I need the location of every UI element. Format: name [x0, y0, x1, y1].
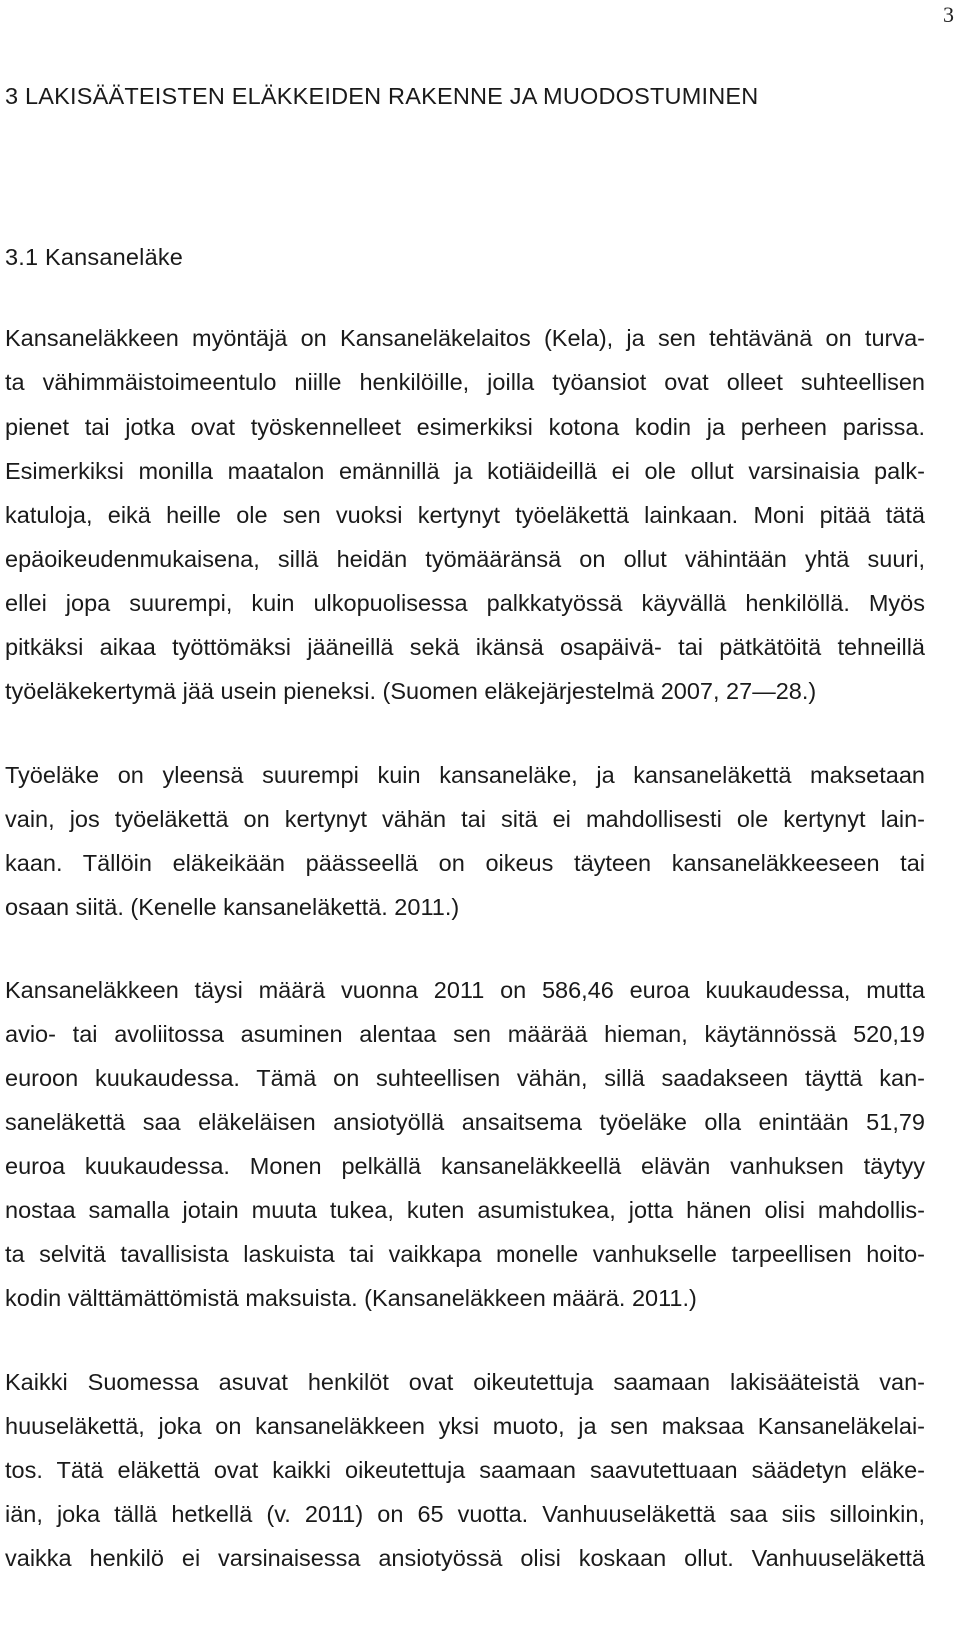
paragraph-line: Kansaneläkkeen täysi määrä vuonna 2011 on 586,46 euroa kuukaudessa, mutta	[5, 977, 925, 1003]
paragraph-line: pitkäksi aikaa työttömäksi jääneillä sekä ikänsä osapäivä- tai pätkätöitä tehneillä	[5, 634, 925, 660]
paragraph-line: työeläkekertymä jää usein pieneksi. (Suomen eläkejärjestelmä 2007, 27—28.)	[5, 678, 817, 704]
paragraph-line: epäoikeudenmukaisena, sillä heidän työmääränsä on ollut vähintään yhtä suuri,	[5, 546, 925, 572]
section-heading: 3.1 Kansaneläke	[5, 244, 184, 270]
paragraph-line: saneläkettä saa eläkeläisen ansiotyöllä ansaitsema työeläke olla enintään 51,79	[5, 1109, 925, 1135]
paragraph-line: kaan. Tällöin eläkeikään päässeellä on oikeus täyteen kansaneläkkeeseen tai	[5, 850, 925, 876]
paragraph-line: ta vähimmäistoimeentulo niille henkilöille, joilla työansiot ovat olleet suhteellisen	[5, 369, 925, 395]
page-number: 3	[943, 2, 954, 27]
paragraph-line: osaan siitä. (Kenelle kansaneläkettä. 2011.)	[5, 894, 460, 920]
paragraph-line: katuloja, eikä heille ole sen vuoksi kertynyt työeläkettä lainkaan. Moni pitää tätä	[5, 502, 925, 528]
paragraph-line: nostaa samalla jotain muuta tukea, kuten asumistukea, jotta hänen olisi mahdollis-	[5, 1197, 925, 1223]
paragraph-line: ellei jopa suurempi, kuin ulkopuolisessa palkkatyössä käyvällä henkilöllä. Myös	[5, 590, 925, 616]
paragraph-line: euroon kuukaudessa. Tämä on suhteellisen vähän, sillä saadakseen täyttä kan-	[5, 1065, 925, 1091]
paragraph-line: kodin välttämättömistä maksuista. (Kansaneläkkeen määrä. 2011.)	[5, 1285, 697, 1311]
paragraph-line: euroa kuukaudessa. Monen pelkällä kansaneläkkeellä elävän vanhuksen täytyy	[5, 1153, 925, 1179]
paragraph-line: iän, joka tällä hetkellä (v. 2011) on 65 vuotta. Vanhuuseläkettä saa siis silloinkin,	[5, 1501, 925, 1527]
paragraph-line: huuseläkettä, joka on kansaneläkkeen yksi muoto, ja sen maksaa Kansaneläkelai-	[5, 1413, 925, 1439]
paragraph-line: Kansaneläkkeen myöntäjä on Kansaneläkelaitos (Kela), ja sen tehtävänä on turva-	[5, 325, 925, 351]
paragraph-line: Kaikki Suomessa asuvat henkilöt ovat oikeutettuja saamaan lakisääteistä van-	[5, 1369, 925, 1395]
paragraph-line: vaikka henkilö ei varsinaisessa ansiotyössä olisi koskaan ollut. Vanhuuseläkettä	[5, 1545, 925, 1571]
paragraph-line: Esimerkiksi monilla maatalon emännillä ja kotiäideillä ei ole ollut varsinaisia palk-	[5, 458, 925, 484]
paragraph-line: tos. Tätä eläkettä ovat kaikki oikeutettuja saamaan saavutettuaan säädetyn eläke-	[5, 1457, 925, 1483]
paragraph-line: ta selvitä tavallisista laskuista tai vaikkapa monelle vanhukselle tarpeellisen hoito-	[5, 1241, 925, 1267]
paragraph-line: avio- tai avoliitossa asuminen alentaa sen määrää hieman, käytännössä 520,19	[5, 1021, 925, 1047]
paragraph-line: pienet tai jotka ovat työskennelleet esimerkiksi kotona kodin ja perheen parissa.	[5, 414, 925, 440]
paragraph-line: vain, jos työeläkettä on kertynyt vähän tai sitä ei mahdollisesti ole kertynyt lain-	[5, 806, 925, 832]
chapter-heading: 3 LAKISÄÄTEISTEN ELÄKKEIDEN RAKENNE JA MUODOSTUMINEN	[5, 83, 759, 109]
paragraph-line: Työeläke on yleensä suurempi kuin kansaneläke, ja kansaneläkettä maksetaan	[5, 762, 925, 788]
